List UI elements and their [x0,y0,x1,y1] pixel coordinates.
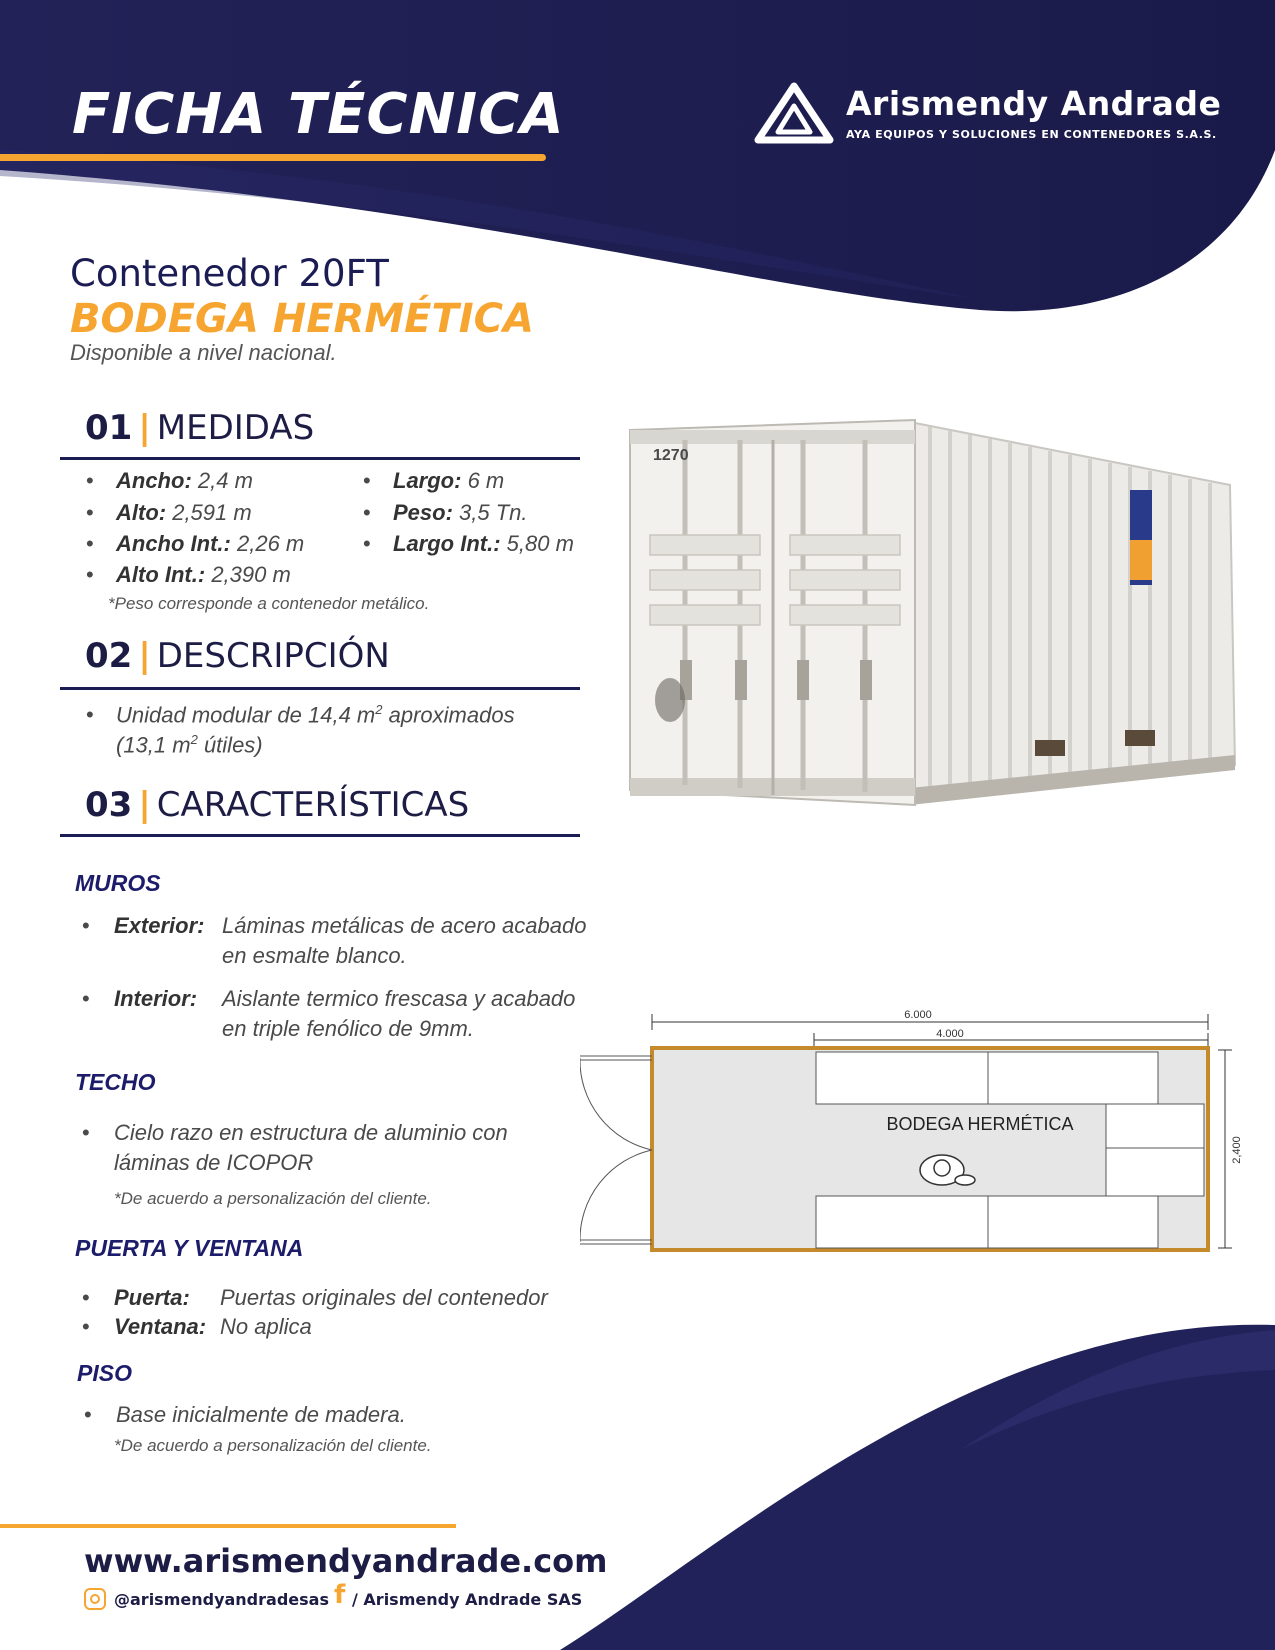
feature-piso: • Base inicialmente de madera. [84,1402,406,1427]
bullet-dot: • [363,468,371,493]
measure-item: • Largo Int.: 5,80 m [363,531,574,556]
feature-exterior: • Exterior: [82,913,205,938]
feature-ventana-text: No aplica [220,1314,312,1339]
brand-logo [754,82,1222,152]
container-id-label: 1270 [653,447,689,464]
brand-tagline: AYA EQUIPOS Y SOLUCIONES EN CONTENEDORES S.A.S. [846,128,1217,141]
feature-interior-text: en triple fenólico de 9mm. [222,1016,474,1041]
section-heading-caracteristicas [85,785,469,835]
measure-item: • Alto: 2,591 m [86,500,252,525]
bullet-dot: • [86,702,94,727]
feature-techo-cont: láminas de ICOPOR [114,1150,314,1175]
product-name: BODEGA HERMÉTICA [70,296,534,342]
measure-item: • Largo: 6 m [363,468,505,493]
description-item-cont: (13,1 $m^2$ útiles) [116,732,263,758]
section-divider: | [138,408,151,448]
feature-exterior-text: en esmalte blanco. [222,943,407,968]
section-number: 01 [85,408,133,448]
category-techo: TECHO [75,1069,156,1095]
instagram-icon[interactable] [84,1588,106,1610]
section-heading-medidas [85,408,314,458]
description-item: • Unidad modular de 14,4 $m^2$ aproximados [86,702,515,728]
section-number: 02 [85,636,133,676]
bullet-dot: • [82,913,90,938]
measure-item: • Peso: 3,5 Tn. [363,500,528,525]
section-divider: | [138,785,151,825]
category-piso: PISO [77,1360,132,1386]
dim-inner-length: 4.000 [936,1028,964,1040]
section-label: MEDIDAS [156,408,315,448]
footer-underline [0,1524,456,1528]
section-number: 03 [85,785,133,825]
bullet-dot: • [82,986,90,1011]
category-muros: MUROS [75,870,161,896]
measure-item: • Alto Int.: 2,390 m [86,562,291,587]
room-label: BODEGA HERMÉTICA [886,1114,1074,1134]
feature-techo: • Cielo razo en estructura de aluminio con [82,1120,508,1145]
page-title: FICHA TÉCNICA [72,82,565,147]
bullet-dot: • [86,531,94,556]
floor-plan-diagram [580,1000,1260,1270]
container-photo [625,410,1250,820]
bullet-dot: • [84,1402,92,1427]
dim-width: 2,400 [1231,1136,1243,1164]
measure-item: • Ancho Int.: 2,26 m [86,531,305,556]
techo-note: *De acuerdo a personalización del cliente. [114,1189,432,1208]
section-heading-descripcion [85,636,390,686]
feature-puerta: • Puerta: [82,1285,190,1310]
dim-total-length: 6.000 [904,1009,932,1021]
section-rule [60,834,580,837]
title-underline [0,154,546,161]
logo-triangle-icon [754,82,834,146]
bullet-dot: • [82,1314,90,1339]
section-label: DESCRIPCIÓN [156,636,390,676]
bullet-dot: • [86,468,94,493]
feature-puerta-text: Puertas originales del contenedor [220,1285,548,1310]
bullet-dot: • [82,1120,90,1145]
section-divider: | [138,636,151,676]
brand-name: Arismendy Andrade [846,84,1222,123]
bullet-dot: • [86,562,94,587]
product-title: Contenedor 20FT [70,252,389,295]
bullet-dot: • [363,531,371,556]
feature-interior-text: Aislante termico frescasa y acabado [222,986,576,1011]
piso-note: *De acuerdo a personalización del cliente. [114,1436,432,1455]
facebook-handle[interactable]: / Arismendy Andrade SAS [352,1590,583,1609]
bullet-dot: • [86,500,94,525]
bullet-dot: • [82,1285,90,1310]
website-link[interactable]: www.arismendyandrade.com [84,1542,608,1580]
instagram-handle[interactable]: @arismendyandradesas [114,1590,329,1609]
section-rule [60,457,580,460]
availability-text: Disponible a nivel nacional. [70,340,337,365]
measure-note: *Peso corresponde a contenedor metálico. [108,594,430,613]
category-puerta-ventana: PUERTA Y VENTANA [75,1235,304,1261]
feature-ventana: • Ventana: [82,1314,207,1339]
section-label: CARACTERÍSTICAS [156,785,470,825]
section-rule [60,687,580,690]
facebook-icon[interactable]: f [334,1580,346,1610]
measure-item: • Ancho: 2,4 m [86,468,253,493]
bullet-dot: • [363,500,371,525]
feature-exterior-text: Láminas metálicas de acero acabado [222,913,587,938]
feature-interior: • Interior: [82,986,198,1011]
